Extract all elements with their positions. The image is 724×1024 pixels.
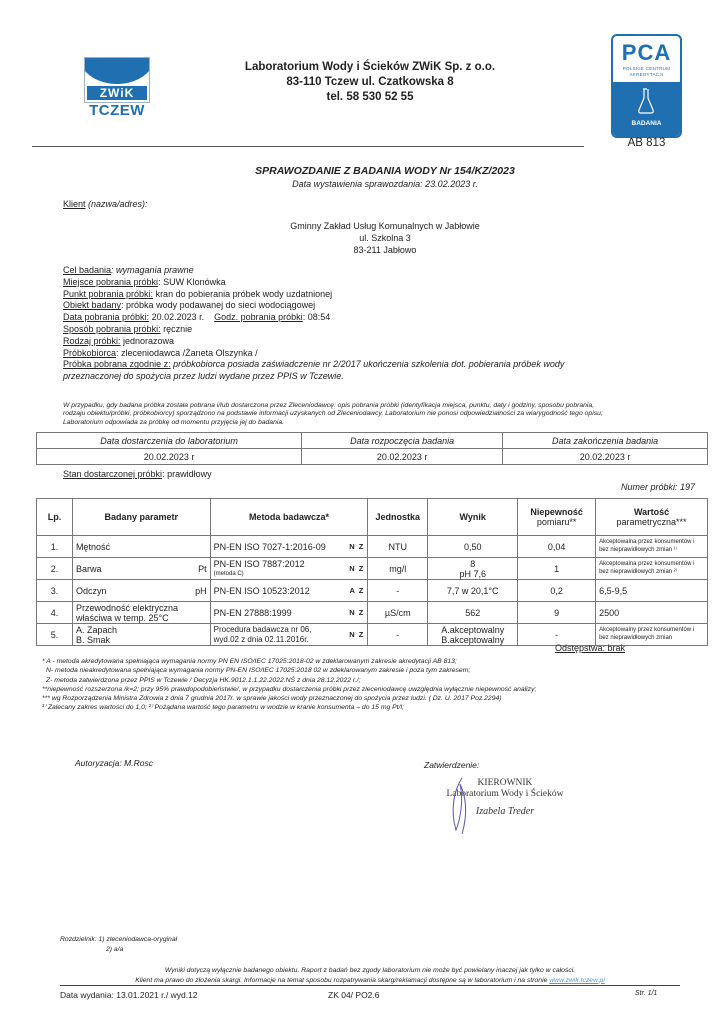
footnote: ¹⁾ Zalecany zakres wartości do 1,0; ²⁾ Pożądana wartość tego parametru w wodzie w kranie konsumenta – do 15 mg Pt/l; (42, 704, 404, 712)
deviations: Odstępstwa: brak (555, 643, 626, 653)
purpose-line: Cel badania: wymagania prawne (63, 265, 194, 275)
client-name: Gminny Zakład Usług Komunalnych w Jabłowie (290, 221, 480, 231)
footer-code: ZK 04/ PO2.6 (328, 990, 380, 1000)
logo-city: TCZEW (89, 102, 145, 119)
distribution: Rozdzielnik: 1) zleceniodawca-oryginał 2) a/a (60, 936, 178, 953)
logo-word: ZWiK (87, 86, 147, 100)
point-line: Punkt pobrania próbki: kran do pobierania próbek wody uzdatnionej (63, 288, 333, 299)
place-line: Miejsce pobrania próbki: SUW Klonówka (63, 276, 226, 287)
signature-icon (440, 770, 480, 840)
table-row: 1. Mętność PN-EN ISO 7027-1:2016-09 N Z NTU 0,50 0,04 Akceptowalna przez konsumentów i bez nieprawidłowych zmian ¹⁾ (37, 536, 708, 558)
client-address (180, 220, 590, 256)
manager-stamp: KIEROWNIK Laboratorium Wody i Ścieków Izabela Treder (446, 778, 564, 817)
table-row: 3. Odczyn pH PN-EN ISO 10523:2012 A Z - 7,7 w 20,1°C 0,2 6,5-9,5 (37, 580, 708, 602)
report-title: SPRAWOZDANIE Z BADANIA WODY Nr 154/KZ/2023 (255, 165, 515, 177)
dates-header: Data dostarczenia do laboratorium (37, 433, 302, 449)
footnote: **niepewność rozszerzona /k=2; przy 95% prawdopodobieństwie/, w przypadku dostarczenia próbki przez zleceniodawcę uwzględnia wyłącznie niepewność analizy; (42, 685, 537, 693)
approval-label: Zatwierdzenie: (424, 760, 480, 770)
col-param: Badany parametr (72, 499, 210, 536)
end-date: 20.02.2023 r (503, 449, 708, 465)
type-line: Rodzaj próbki: jednorazowa (63, 335, 175, 346)
delivery-date: 20.02.2023 r (37, 449, 302, 465)
object-line: Obiekt badany: próbka wody podawanej do sieci wodociągowej (63, 300, 316, 311)
col-method: Metoda badawcza* (210, 499, 368, 536)
report-issue-date: Data wystawienia sprawozdania: 23.02.2023 r. (292, 179, 478, 189)
sample-info (63, 265, 703, 383)
lab-phone: tel. 58 530 52 55 (326, 91, 414, 103)
footnote: * A - metoda akredytowana spełniająca wymagania normy PN EN ISO/IEC 17025:2018-02 w zdeklarowanym zakresie akredytacji AB 813; (42, 658, 457, 665)
sample-number: Numer próbki: 197 (620, 482, 695, 492)
table-row: 4. Przewodność elektryczna właściwa w temp. 25°C PN-EN 27888:1999 N Z µS/cm 562 9 2500 (37, 602, 708, 624)
dates-header: Data zakończenia badania (503, 433, 708, 449)
footnotes (42, 657, 712, 713)
authorization: Autoryzacja: M.Rosc (75, 758, 153, 768)
table-row: 5. A. Zapach B. Smak Procedura badawcza nr 06, wyd.02 z dnia 02.11.2016r. N Z - A.akceptowalny B.akceptowalny - Akceptowalny przez konsumentów i bez nieprawidłowych zmian (37, 624, 708, 646)
according-line: Próbka pobrana zgodnie z: próbkobiorca posiada zaświadczenie nr 2/2017 ukończenia szkolenia dot. pobierania próbek wody (63, 359, 565, 370)
pca-title: PCA (621, 40, 672, 65)
pca-accreditation-logo (611, 34, 682, 138)
method-line: Sposób pobrania próbki: ręcznie (63, 323, 193, 334)
sample-state: Stan dostarczonej próbki: prawidłowy (63, 469, 212, 479)
lab-name: Laboratorium Wody i Ścieków ZWiK Sp. z o.o. (244, 61, 496, 73)
pca-subtitle: POLSKIE CENTRUM AKREDYTACJI (622, 66, 671, 77)
lab-header (200, 60, 540, 105)
website-link[interactable]: www.zwik.tczew.pl (549, 976, 605, 984)
footnote: N- metoda nieakredytowana spełniająca wymagania normy PN-EN ISO/IEC 17025:2018 02 w zdeklarowanym zakresie i poza tym zakresem; (46, 667, 471, 675)
flask-icon (637, 88, 655, 114)
zwik-logo (84, 57, 150, 117)
results-header-row (37, 499, 708, 536)
client-street: ul. Szkolna 3 (359, 233, 411, 243)
footer-divider (60, 985, 680, 986)
according-line-2: przeznaczonej do spożycia przez ludzi wydane przez PPIS w Tczewie. (63, 371, 344, 382)
col-lp: Lp. (37, 499, 73, 536)
lab-address: 83-110 Tczew ul. Czatkowska 8 (286, 76, 454, 88)
client-city: 83-211 Jabłowo (353, 245, 417, 255)
col-unit: Jednostka (368, 499, 428, 536)
dates-header: Data rozpoczęcia badania (302, 433, 503, 449)
sampling-note: W przypadku, gdy badana próbka została pobrana i/lub dostarczona przez Zleceniodawcę: opis pobrania próbki (identyfikacja miejsca, punktu, daty i godziny, sposobu pobrania, rodzaju obiektu/próbki, próbkobiorcy) sporządzono na podstawie informacji uzyskanych od Zleceniodawcy. Laboratorium nie ponosi odpowiedzialności za wiarygodność tego opisu; Laboratorium odpowiada za próbkę od momentu przyjęcia jej do badania. (63, 402, 603, 426)
date-line: Data pobrania próbki: 20.02.2023 r. Godz. pobrania próbki: 08:54 (63, 312, 331, 323)
page-number: Str. 1/1 (635, 990, 658, 997)
footnote: *** wg Rozporządzenia Ministra Zdrowia z dnia 7 grudnia 2017r. w sprawie jakości wody przeznaczonej do spożycia przez ludzi. ( Dz. U. 2017 Poz.2294) (42, 695, 502, 703)
dates-table (36, 432, 708, 465)
table-row: 2. Barwa Pt PN-EN ISO 7887:2012 (metoda C) N Z mg/l 8 pH 7,6 1 Akceptowalna przez konsumentów i bez nieprawidłowych zmian ²⁾ (37, 558, 708, 580)
col-result: Wynik (428, 499, 518, 536)
footnote: Z- metoda zatwierdzona przez PPIS w Tczewie / Decyzja HK.9012.1.1.22.2022.NŚ z dnia 28.12.2022 r./; (46, 676, 361, 684)
disclaimer: Wyniki dotyczą wyłącznie badanego obiektu. Raport z badań bez zgody laboratorium nie może być powielany inaczej jak tylko w całości. Klient ma prawo do złożenia skargi. Informacje na temat sposobu rozpatrywania skarg/reklamacji dostępne są w laboratorium i na stronie www.zwik.tczew.pl (135, 967, 605, 984)
col-uncertainty: Niepewność pomiaru** (518, 499, 596, 536)
start-date: 20.02.2023 r (302, 449, 503, 465)
client-label: Klient (nazwa/adres): (63, 199, 148, 209)
results-table (36, 498, 708, 646)
pca-badge: BADANIA (631, 120, 662, 127)
accreditation-number: AB 813 (627, 137, 666, 149)
col-parametric: Wartość parametryczna*** (596, 499, 708, 536)
footer-issue: Data wydania: 13.01.2021 r./ wyd.12 (60, 990, 198, 1000)
header-divider (32, 146, 584, 147)
sampler-line: Próbkobiorca: zleceniodawca /Żaneta Olszynka / (63, 347, 258, 358)
